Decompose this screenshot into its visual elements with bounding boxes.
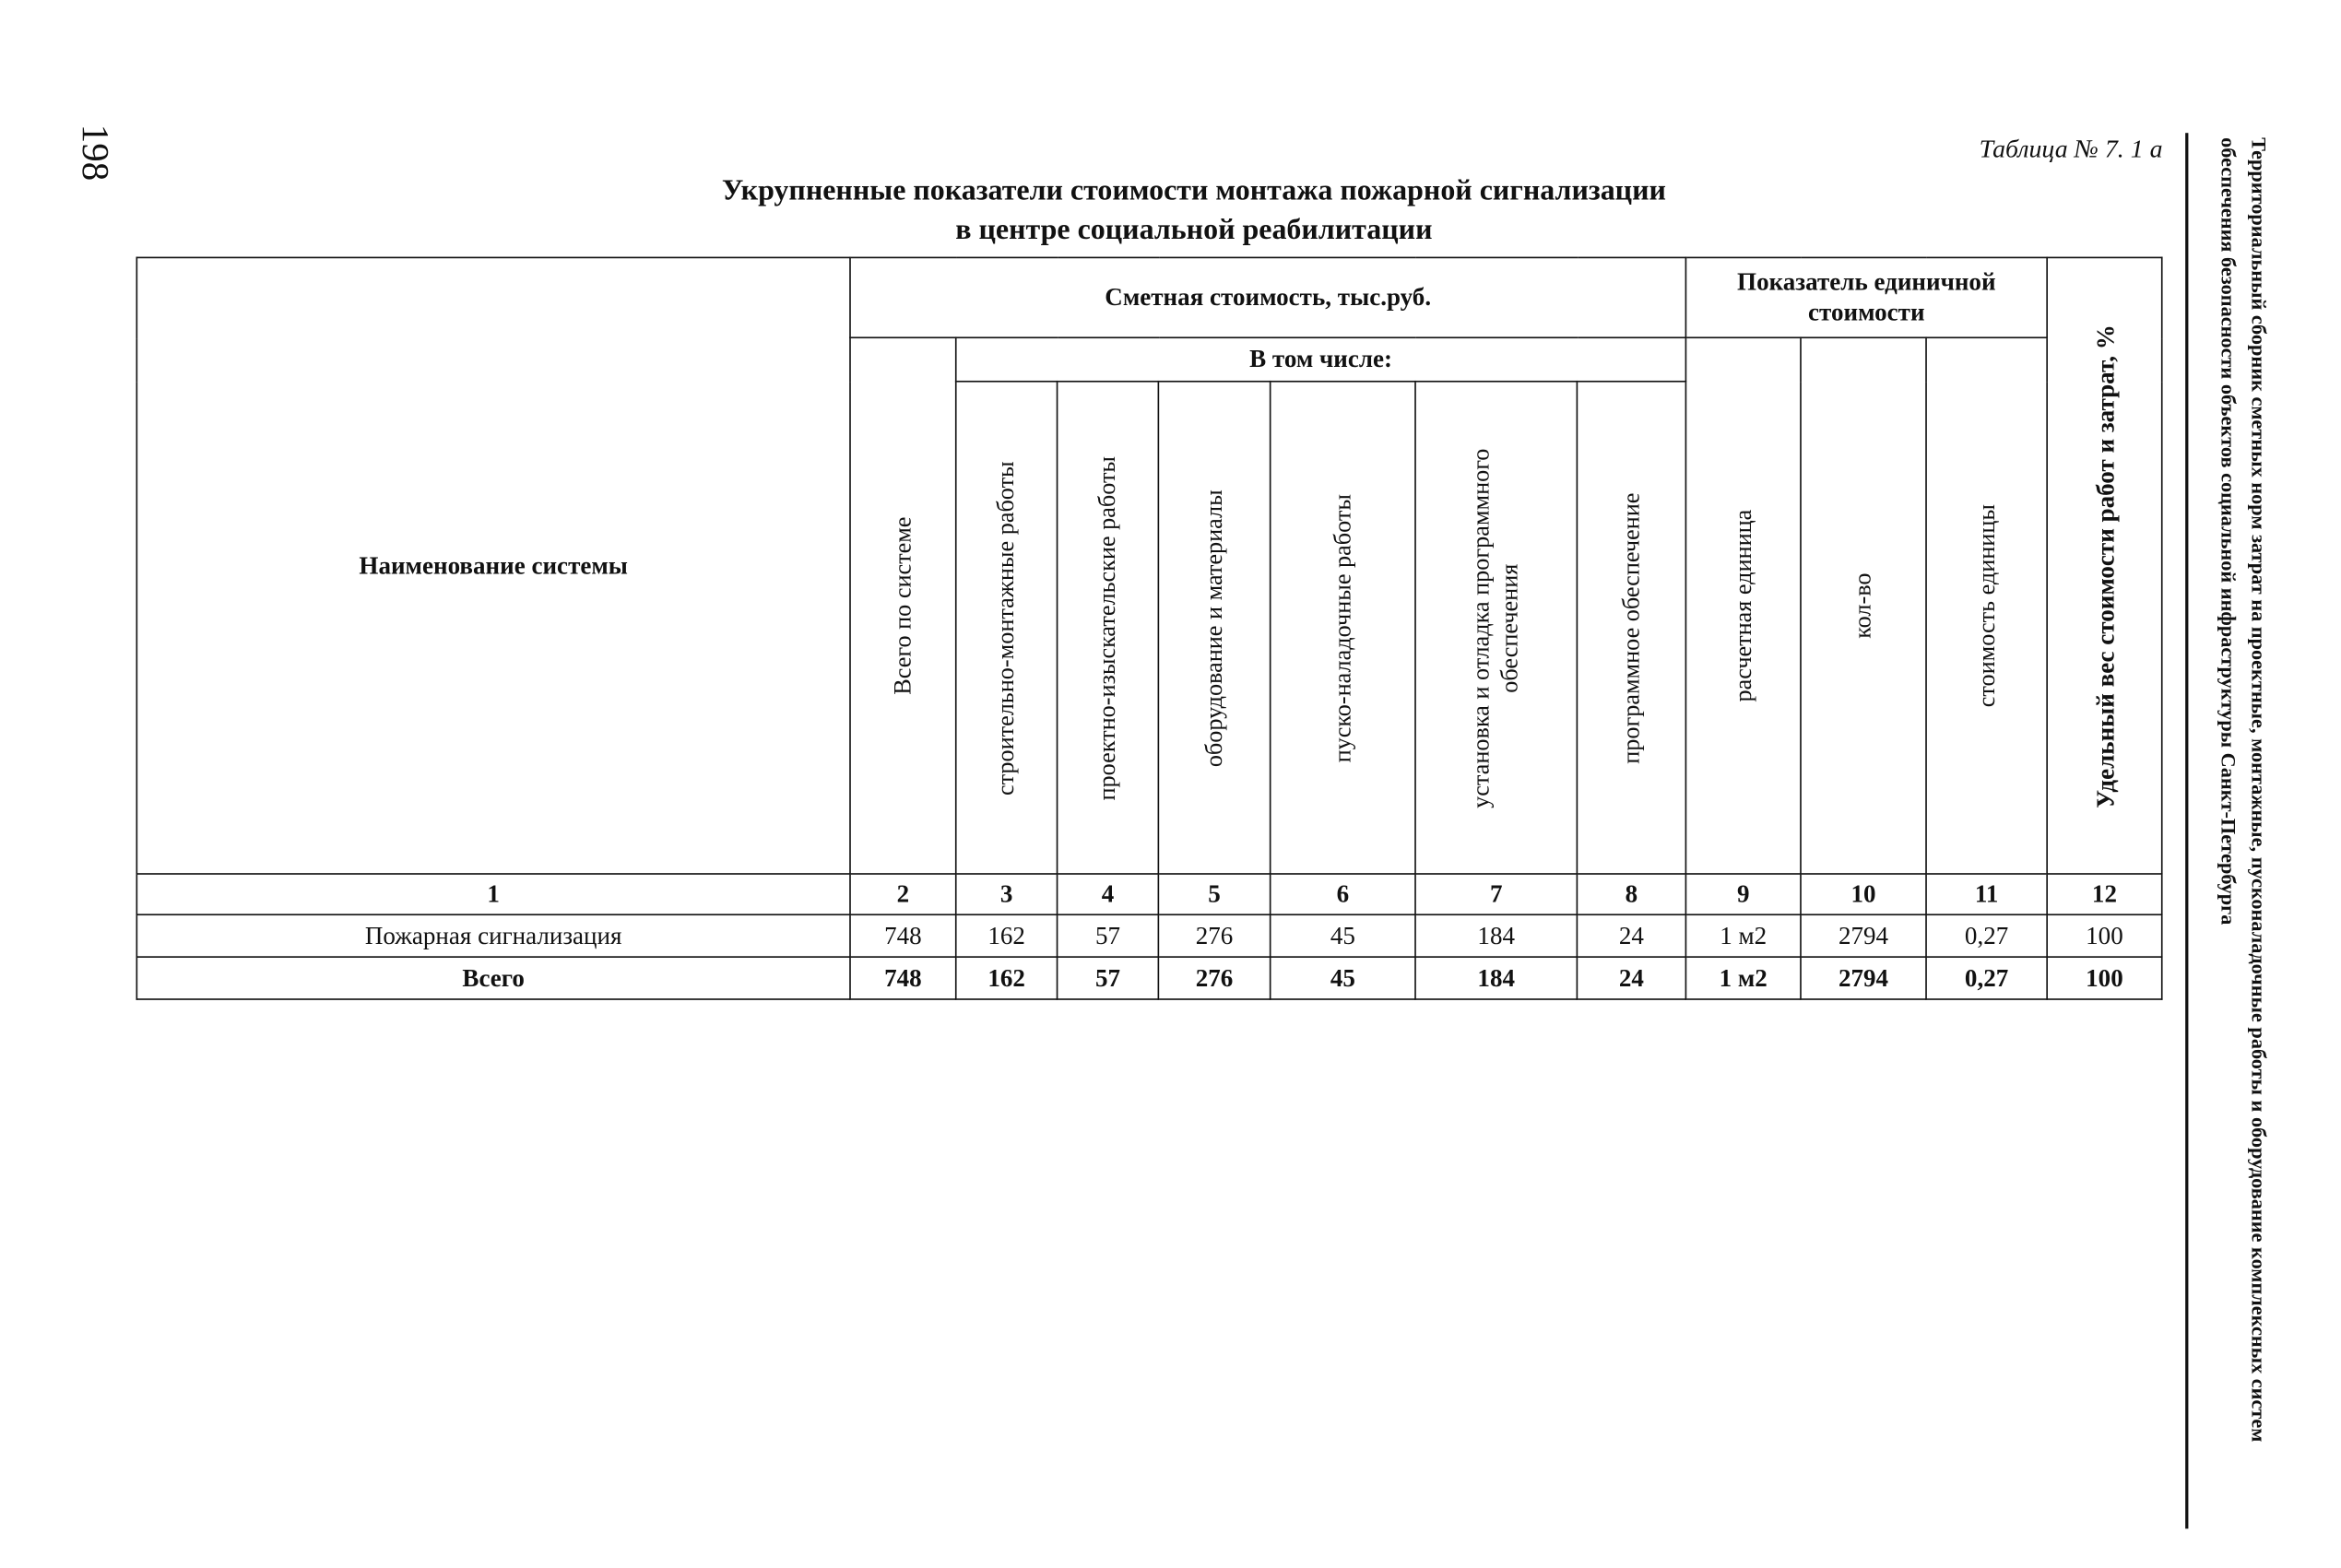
header-unit xyxy=(1685,337,1801,874)
table-row xyxy=(136,914,2161,957)
table-cell: 276 xyxy=(1158,957,1270,999)
header-software-setup xyxy=(1415,382,1577,874)
header-system-name-text: Наименование системы xyxy=(359,550,628,580)
table-cell: 276 xyxy=(1158,914,1270,957)
table-cell: 162 xyxy=(956,914,1058,957)
table-cell: 45 xyxy=(1271,914,1415,957)
header-construction-text: строительно-монтажные работы xyxy=(993,460,1020,796)
cost-table xyxy=(136,257,2163,1000)
column-number: 6 xyxy=(1271,874,1415,914)
table-cell: 57 xyxy=(1058,914,1159,957)
table-cell: 57 xyxy=(1058,957,1159,999)
column-number-row xyxy=(136,874,2161,914)
table-cell: 2794 xyxy=(1801,914,1926,957)
header-unit-group xyxy=(1685,257,2047,337)
table-cell: 24 xyxy=(1577,914,1685,957)
header-commissioning-text: пуско-наладочные работы xyxy=(1330,493,1356,762)
header-unit-cost xyxy=(1926,337,2047,874)
column-number: 8 xyxy=(1577,874,1685,914)
column-number: 7 xyxy=(1415,874,1577,914)
table-cell: 1 м2 xyxy=(1685,914,1801,957)
header-design-text: проектно-изыскательские работы xyxy=(1094,455,1121,800)
column-number: 5 xyxy=(1158,874,1270,914)
header-equipment xyxy=(1158,382,1270,874)
title-line-2: в центре социальной реабилитации xyxy=(955,214,1433,247)
header-including xyxy=(956,337,1686,382)
table-cell: 2794 xyxy=(1801,957,1926,999)
table-cell: 0,27 xyxy=(1926,957,2047,999)
table-title xyxy=(454,172,1934,251)
header-unit-text: расчетная единица xyxy=(1730,509,1756,702)
header-cost-group-text: Сметная стоимость, тыс.руб. xyxy=(1105,282,1432,312)
header-design xyxy=(1058,382,1159,874)
header-unit-cost-text: стоимость единицы xyxy=(1973,504,2000,708)
header-share xyxy=(2047,257,2162,874)
column-number: 10 xyxy=(1801,874,1926,914)
table-cell: 100 xyxy=(2047,914,2162,957)
page-number: 198 xyxy=(74,124,115,182)
table-cell: 45 xyxy=(1271,957,1415,999)
header-qty xyxy=(1801,337,1926,874)
column-number: 11 xyxy=(1926,874,2047,914)
header-commissioning xyxy=(1271,382,1415,874)
header-unit-group-text: Показатель единичной стоимости xyxy=(1737,267,1996,326)
table-cell: 1 м2 xyxy=(1685,957,1801,999)
column-number: 9 xyxy=(1685,874,1801,914)
column-number: 3 xyxy=(956,874,1058,914)
header-software-setup-text: установка и отладка программного обеспечения xyxy=(1469,447,1524,808)
header-qty-text: кол-во xyxy=(1850,572,1876,639)
header-system-name xyxy=(136,257,850,874)
header-software-text: программное обеспечение xyxy=(1618,491,1645,763)
column-number: 1 xyxy=(136,874,850,914)
header-total xyxy=(850,337,956,874)
table-cell: 748 xyxy=(850,914,956,957)
side-header xyxy=(2204,137,2273,1527)
header-share-text: Удельный вес стоимости работ и затрат, % xyxy=(2089,324,2120,808)
header-including-text: В том числе: xyxy=(1249,344,1393,373)
table-cell: 748 xyxy=(850,957,956,999)
table-number: Таблица № 7. 1 а xyxy=(1979,134,2163,163)
table-cell: 184 xyxy=(1415,914,1577,957)
column-number: 12 xyxy=(2047,874,2162,914)
table-cell: 100 xyxy=(2047,957,2162,999)
title-line-1: Укрупненные показатели стоимости монтажа пожарной сигнализации xyxy=(721,175,1666,207)
header-cost-group xyxy=(850,257,1685,337)
header-total-text: Всего по системе xyxy=(890,516,916,695)
table-cell: Всего xyxy=(136,957,850,999)
side-header-text: Территориальный сборник сметных норм затрат на проектные, монтажные, пусконаладочные работы и оборудование комплексных систем обеспечения безопасности объектов социальной инфраструктуры Санкт-Петербурга xyxy=(2217,137,2270,1443)
side-divider xyxy=(2185,133,2188,1528)
table-cell: 0,27 xyxy=(1926,914,2047,957)
header-construction xyxy=(956,382,1058,874)
table-cell: 162 xyxy=(956,957,1058,999)
header-software xyxy=(1577,382,1685,874)
table-cell: Пожарная сигнализация xyxy=(136,914,850,957)
table-cell: 24 xyxy=(1577,957,1685,999)
table-cell: 184 xyxy=(1415,957,1577,999)
column-number: 4 xyxy=(1058,874,1159,914)
header-equipment-text: оборудование и материалы xyxy=(1201,489,1227,767)
total-row xyxy=(136,957,2161,999)
column-number: 2 xyxy=(850,874,956,914)
